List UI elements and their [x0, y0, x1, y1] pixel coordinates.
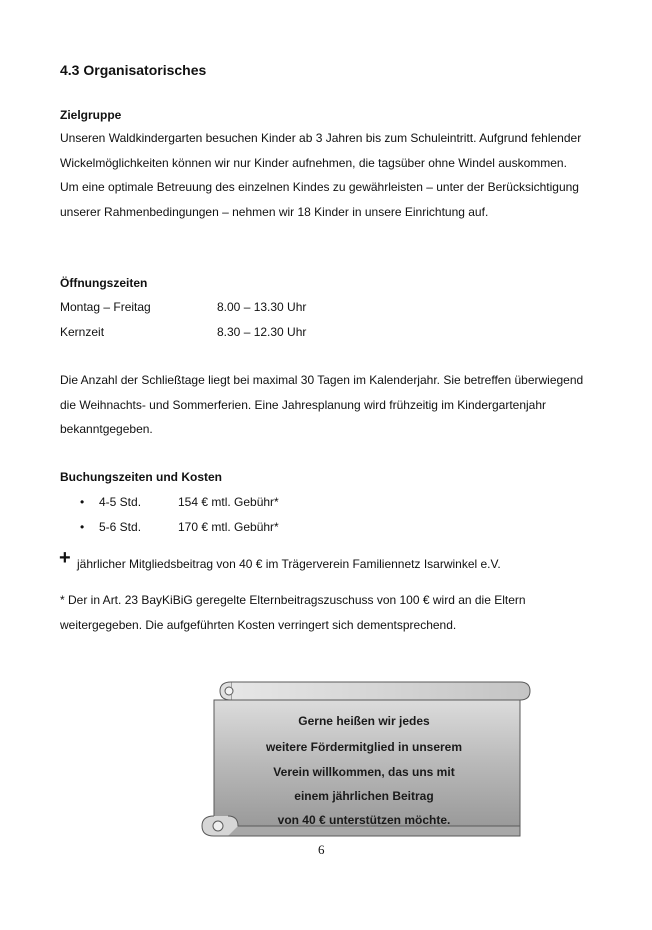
scroll-line: weitere Fördermitglied in unserem	[265, 740, 463, 754]
paragraph-line: bekanntgegeben.	[60, 422, 153, 436]
scroll-line: von 40 € unterstützen möchte.	[277, 813, 451, 827]
zielgruppe-paragraph	[60, 126, 581, 224]
booking-hours: 5-6 Std.	[99, 520, 142, 534]
scroll-line: Verein willkommen, das uns mit	[273, 765, 455, 779]
oeffnungszeiten-heading: Öffnungszeiten	[60, 276, 148, 290]
hours-row-label: Montag – Freitag	[60, 300, 151, 314]
paragraph-line: unserer Rahmenbedingungen – nehmen wir 18 Kinder in unsere Einrichtung auf.	[60, 204, 489, 219]
hours-row-value: 8.30 – 12.30 Uhr	[217, 325, 307, 339]
plus-icon: +	[59, 547, 71, 569]
paragraph-line: Unseren Waldkindergarten besuchen Kinder ab 3 Jahren bis zum Schuleintritt. Aufgrund fehlender	[60, 131, 582, 145]
paragraph-line: * Der in Art. 23 BayKiBiG geregelte Elternbeitragszuschuss von 100 € wird an die Eltern	[60, 593, 526, 607]
bullet-icon: •	[80, 520, 85, 534]
scroll-line: Gerne heißen wir jedes	[298, 714, 430, 728]
bullet-icon: •	[80, 495, 85, 509]
hours-row-label: Kernzeit	[60, 325, 105, 339]
booking-hours: 4-5 Std.	[99, 495, 142, 509]
booking-price: 154 € mtl. Gebühr*	[178, 495, 279, 509]
hours-row-value: 8.00 – 13.30 Uhr	[217, 300, 307, 314]
booking-price: 170 € mtl. Gebühr*	[178, 520, 279, 534]
schliesstage-paragraph	[60, 368, 583, 442]
paragraph-line: weitergegeben. Die aufgeführten Kosten verringert sich dementsprechend.	[60, 617, 457, 632]
paragraph-line: Die Anzahl der Schließtage liegt bei maximal 30 Tagen im Kalenderjahr. Sie betreffen überwiegend	[60, 373, 584, 387]
buchung-heading: Buchungszeiten und Kosten	[60, 470, 222, 484]
paragraph-line: die Weihnachts- und Sommerferien. Eine Jahresplanung wird frühzeitig im Kindergartenjahr	[60, 397, 547, 412]
section-title: 4.3 Organisatorisches	[60, 62, 207, 78]
scroll-line: einem jährlichen Beitrag	[294, 789, 434, 803]
paragraph-line: Um eine optimale Betreuung des einzelnen Kindes zu gewährleisten – unter der Berücksichtigung	[60, 180, 579, 194]
membership-text: jährlicher Mitgliedsbeitrag von 40 € im Trägerverein Familiennetz Isarwinkel e.V.	[77, 557, 501, 571]
footnote-paragraph	[60, 588, 526, 637]
page-number: 6	[318, 842, 325, 857]
paragraph-line: Wickelmöglichkeiten können wir nur Kinder aufnehmen, die tagsüber ohne Windel auskommen.	[60, 155, 567, 170]
zielgruppe-heading: Zielgruppe	[60, 108, 122, 122]
